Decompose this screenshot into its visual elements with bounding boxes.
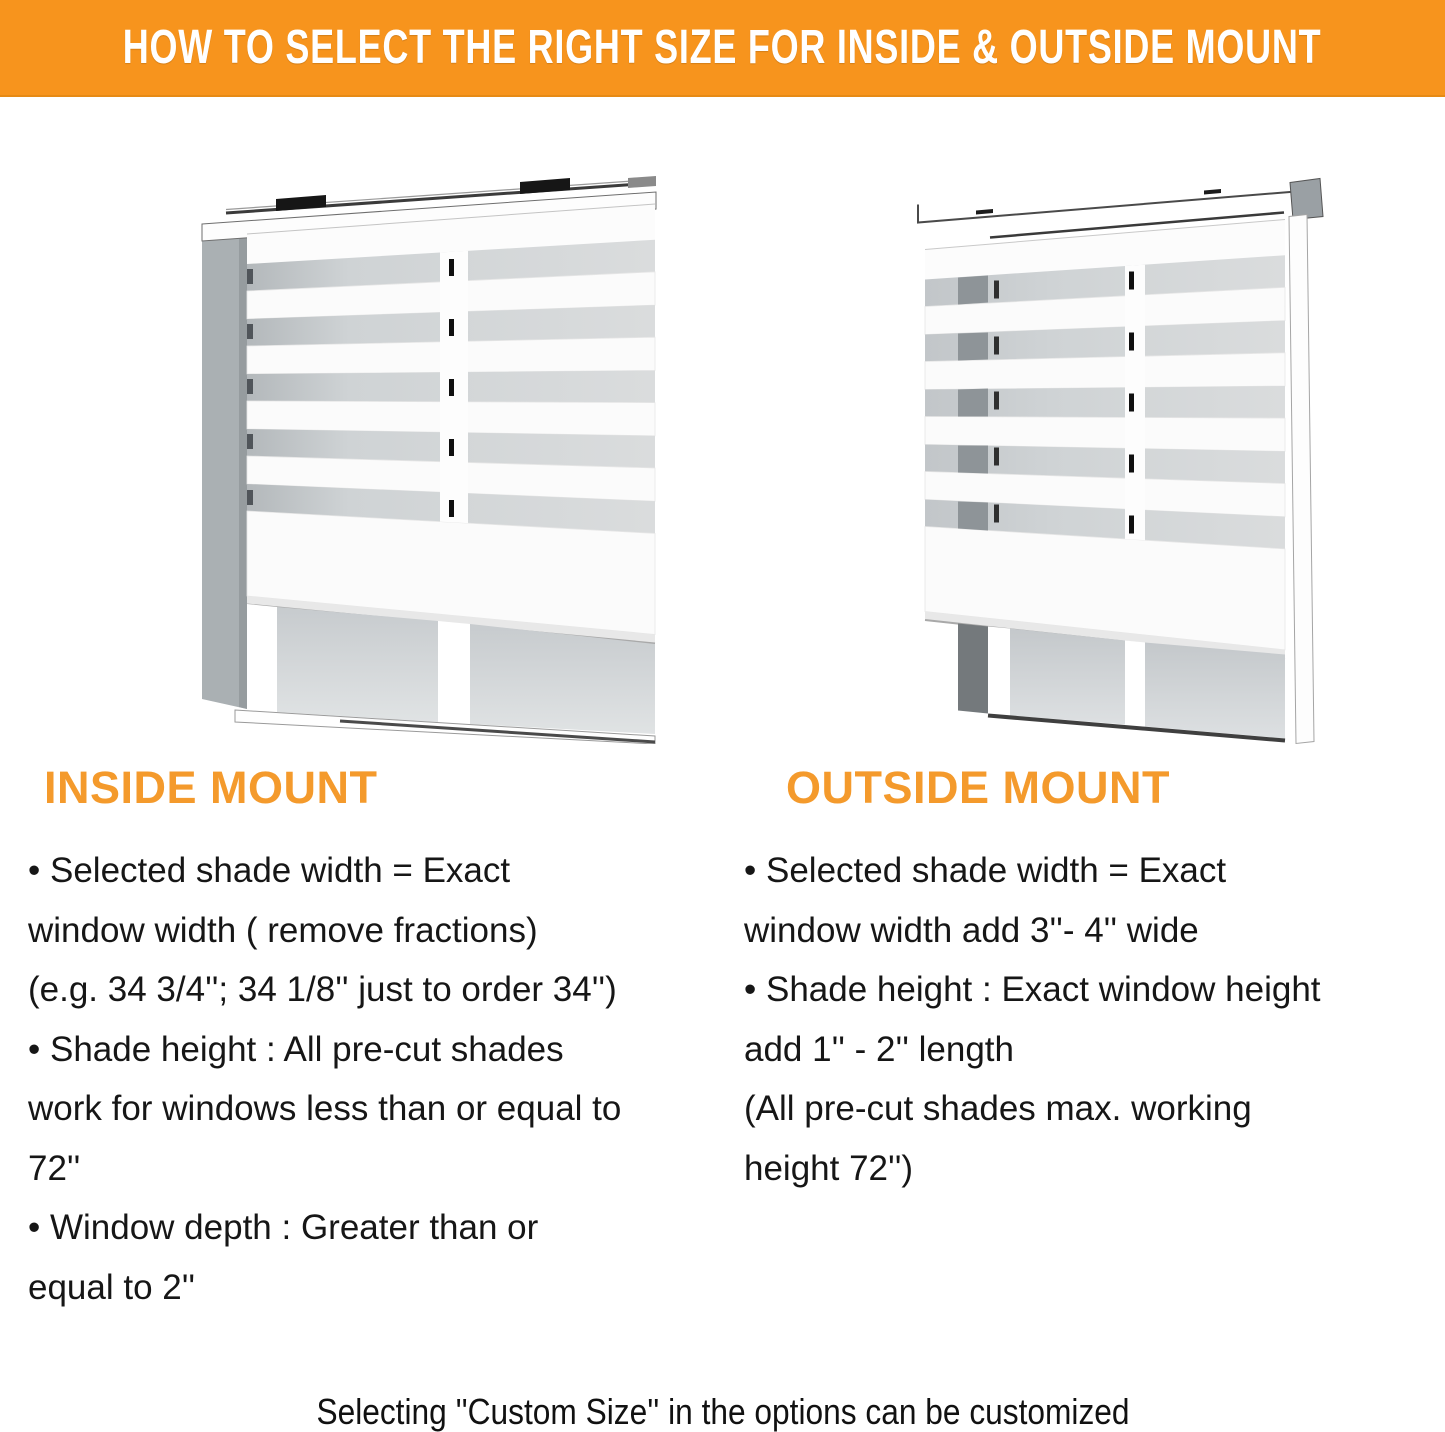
- note-line: • Window depth : Greater than or: [28, 1208, 539, 1247]
- inside-mount-notes: [28, 841, 733, 1317]
- outside-mount-illustration: [900, 162, 1330, 747]
- wall-side-trim: [1289, 215, 1314, 744]
- zebra-shade: [247, 204, 655, 644]
- note-line: height 72''): [744, 1148, 914, 1188]
- inside-mount-heading: INSIDE MOUNT: [44, 762, 378, 813]
- note-line: window width add 3''- 4'' wide: [744, 910, 1199, 950]
- banner-title: HOW TO SELECT THE RIGHT SIZE FOR INSIDE & OUTSIDE MOUNT: [123, 21, 1322, 74]
- note-line: 72'': [28, 1148, 81, 1188]
- note-line: window width ( remove fractions): [28, 910, 538, 950]
- note-line: • Selected shade width = Exact: [28, 851, 511, 890]
- inside-mount-illustration: [190, 164, 660, 744]
- footer-note-text: Selecting ''Custom Size'' in the options can be customized: [315, 1391, 1130, 1432]
- footer-note: [0, 1392, 1445, 1432]
- outside-mount-notes: [744, 841, 1445, 1198]
- note-line: equal to 2'': [28, 1267, 196, 1307]
- note-line: • Shade height : Exact window height: [744, 970, 1321, 1009]
- outside-mount-heading: OUTSIDE MOUNT: [786, 762, 1170, 813]
- note-line: work for windows less than or equal to: [28, 1089, 622, 1128]
- zebra-shade: [925, 220, 1285, 660]
- note-line: (All pre-cut shades max. working: [744, 1089, 1252, 1128]
- note-line: add 1'' - 2'' length: [744, 1029, 1014, 1069]
- banner: [0, 0, 1445, 97]
- note-line: (e.g. 34 3/4''; 34 1/8'' just to order 34''): [28, 970, 617, 1009]
- note-line: • Shade height : All pre-cut shades: [28, 1029, 564, 1069]
- note-line: • Selected shade width = Exact: [744, 851, 1227, 890]
